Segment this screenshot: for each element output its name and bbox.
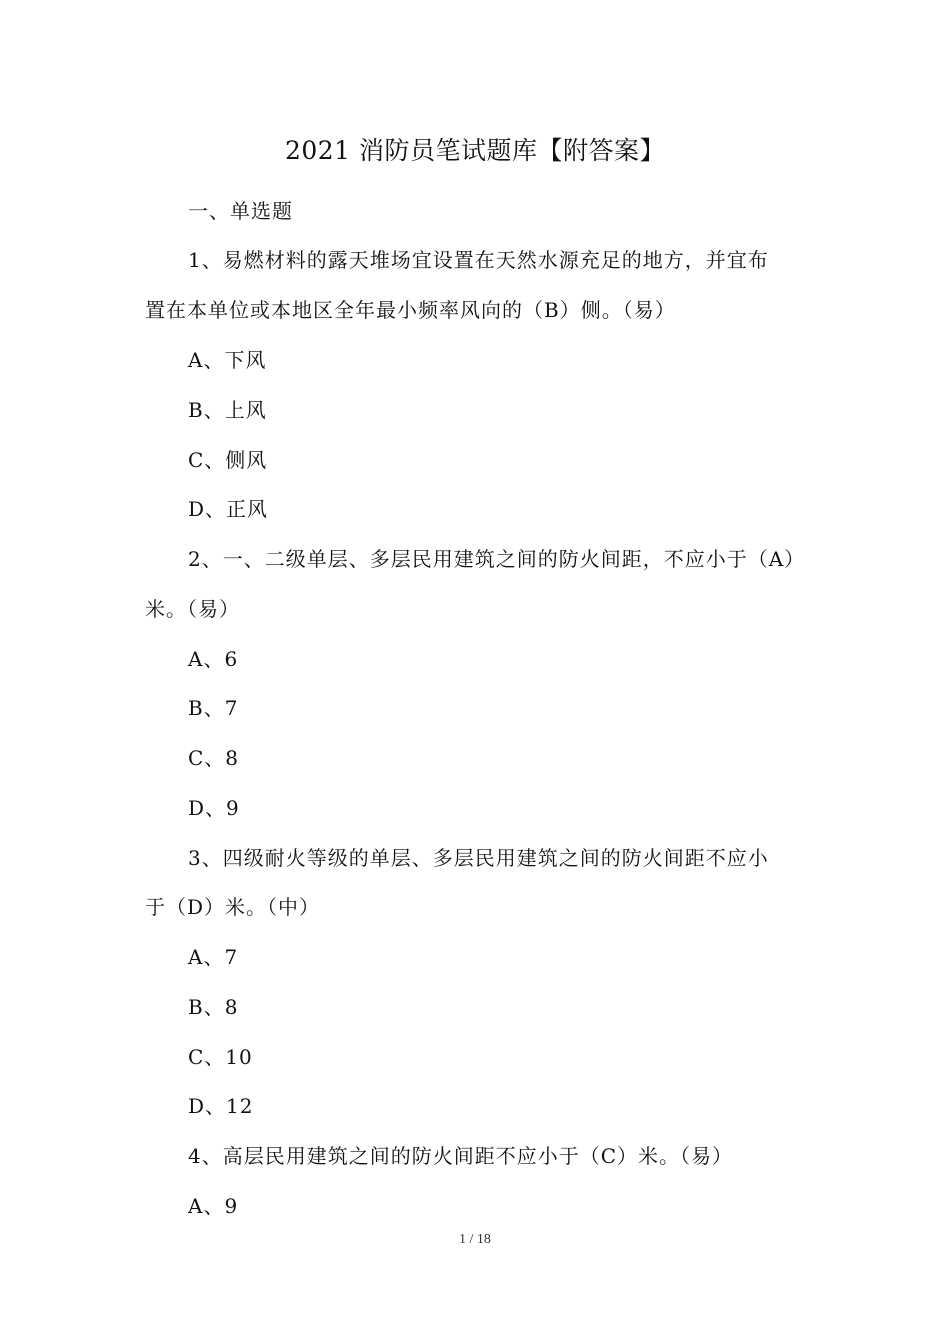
question-1-option-b: B、上风: [188, 398, 267, 422]
question-3-option-c: C、10: [188, 1045, 253, 1069]
document-title: 2021 消防员笔试题库【附答案】: [284, 136, 666, 165]
question-3-text-line-2: 于（D）米。（中）: [145, 895, 321, 919]
page-number: 1 / 18: [459, 1232, 491, 1247]
question-2-text-line-1: 2、一、二级单层、多层民用建筑之间的防火间距，不应小于（A）: [188, 547, 806, 571]
question-3-option-b: B、8: [188, 995, 239, 1019]
question-2-option-c: C、8: [188, 746, 240, 770]
question-1-option-a: A、下风: [188, 348, 267, 372]
question-1-option-d: D、正风: [188, 497, 269, 521]
question-1-text-line-1: 1、易燃材料的露天堆场宜设置在天然水源充足的地方，并宜布: [188, 248, 769, 272]
question-2-option-b: B、7: [188, 696, 239, 720]
section-heading: 一、单选题: [188, 199, 293, 223]
question-2-option-d: D、9: [188, 796, 240, 820]
question-3-option-d: D、12: [188, 1094, 254, 1118]
question-3-option-a: A、7: [188, 945, 239, 969]
question-2-text-line-2: 米。（易）: [145, 597, 240, 621]
question-4-option-a: A、9: [188, 1194, 239, 1218]
question-3-text-line-1: 3、四级耐火等级的单层、多层民用建筑之间的防火间距不应小: [188, 846, 769, 870]
question-1-text-line-2: 置在本单位或本地区全年最小频率风向的（B）侧。（易）: [145, 298, 676, 322]
question-2-option-a: A、6: [188, 647, 239, 671]
question-1-option-c: C、侧风: [188, 448, 268, 472]
question-4-text-line-1: 4、高层民用建筑之间的防火间距不应小于（C）米。（易）: [188, 1144, 734, 1168]
